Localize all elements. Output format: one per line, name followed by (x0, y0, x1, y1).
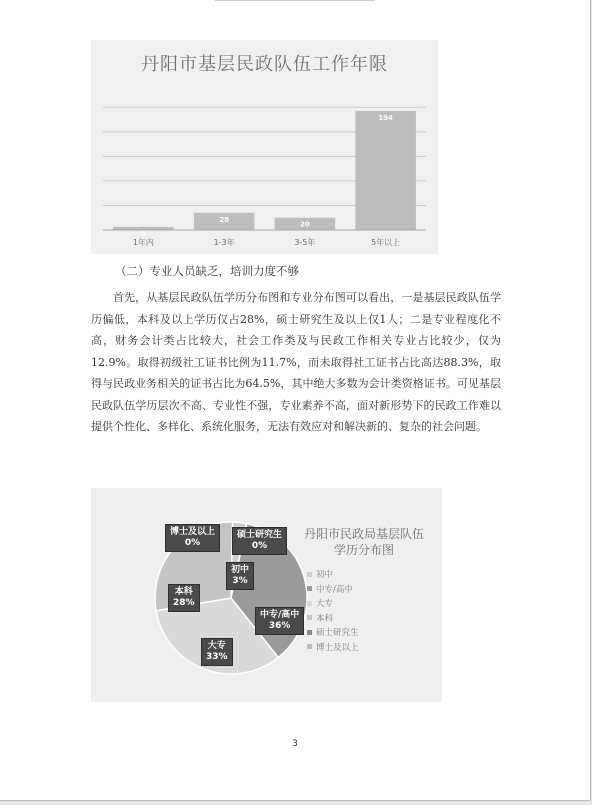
work-years-bar-chart (91, 40, 438, 254)
bar-data-label: 194 (378, 113, 393, 122)
x-tick-label: 1年内 (132, 238, 154, 247)
legend-item (307, 596, 359, 611)
pie-label-high-school-pct: 36% (268, 621, 291, 631)
page-number: 3 (292, 739, 298, 749)
pie-label-masters (232, 527, 287, 555)
legend-swatch (307, 586, 312, 591)
legend-item (307, 582, 359, 597)
section-heading: （二）专业人员缺乏，培训力度不够 (115, 264, 299, 278)
legend-label: 本科 (316, 613, 334, 624)
legend-item (307, 640, 359, 655)
body-paragraph: 首先，从基层民政队伍学历分布图和专业分布图可以看出，一是基层民政队伍学历偏低，本科及以上学历仅占28%，硕士研究生及以上仅1人；二是专业程度化不高，财务会计类占比较大，社会工作类及与民政工作相关专业占比较少，仅为12.9%。取得初级社工证书比例为11.7%，而未取得社工证书占比高达88.3%，取得与民政业务相关的证书占比为64.5%，其中绝大多数为会计类资格证书。可见基层民政队伍学历层次不高、专业性不强，专业素养不高，面对新形势下的民政工作难以提供个性化、多样化、系统化服务，无法有效应对和解决新的、复杂的社会问题。 (91, 291, 501, 433)
pie-label-phd-name: 博士及以上 (170, 527, 216, 537)
pie-label-phd-pct: 0% (184, 538, 201, 548)
pie-label-college (201, 638, 233, 666)
pie-label-bachelor (168, 584, 200, 612)
bar-data-label: 20 (300, 220, 310, 229)
body-text (91, 287, 501, 438)
pie-label-masters-name: 硕士研究生 (237, 530, 283, 540)
legend-swatch (307, 644, 312, 649)
bar-data-label: 5 (140, 229, 146, 238)
legend-label: 博士及以上 (316, 642, 359, 653)
legend-swatch (307, 601, 312, 606)
legend-swatch (307, 572, 312, 577)
pie-title-line-1: 丹阳市民政局基层队伍 (304, 527, 425, 541)
pie-label-masters-pct: 0% (251, 541, 268, 551)
legend-item (307, 611, 359, 626)
pie-legend (307, 567, 359, 654)
legend-item (307, 625, 359, 640)
bar-chart-title: 丹阳市基层民政队伍工作年限 (141, 54, 388, 75)
pie-label-college-name: 大专 (207, 641, 226, 651)
top-divider (215, 0, 375, 1)
pie-label-bachelor-name: 本科 (174, 587, 193, 597)
pie-chart-canvas (91, 488, 442, 702)
legend-label: 中专/高中 (316, 584, 353, 595)
legend-item (307, 567, 359, 582)
legend-label: 初中 (316, 570, 334, 581)
pie-chart-title (304, 526, 424, 558)
legend-swatch (307, 615, 312, 620)
x-tick-label: 5年以上 (371, 238, 401, 247)
pie-label-junior-high (226, 562, 254, 590)
education-pie-chart (91, 488, 442, 702)
bar-data-label: 28 (219, 215, 229, 224)
x-tick-label: 1-3年 (213, 238, 235, 247)
x-tick-label: 3-5年 (294, 238, 316, 247)
pie-label-high-school-name: 中专/高中 (260, 610, 300, 620)
pie-label-high-school (255, 607, 304, 635)
bar (355, 111, 416, 230)
pie-label-college-pct: 33% (206, 652, 228, 662)
legend-label: 硕士研究生 (316, 628, 359, 639)
legend-label: 大专 (316, 599, 334, 610)
pie-label-junior-high-pct: 3% (232, 576, 248, 586)
pie-label-phd (165, 524, 220, 552)
pie-label-junior-high-name: 初中 (231, 565, 250, 575)
pie-title-line-2: 学历分布图 (333, 543, 394, 557)
legend-swatch (307, 630, 312, 635)
pie-label-bachelor-pct: 28% (173, 598, 195, 608)
